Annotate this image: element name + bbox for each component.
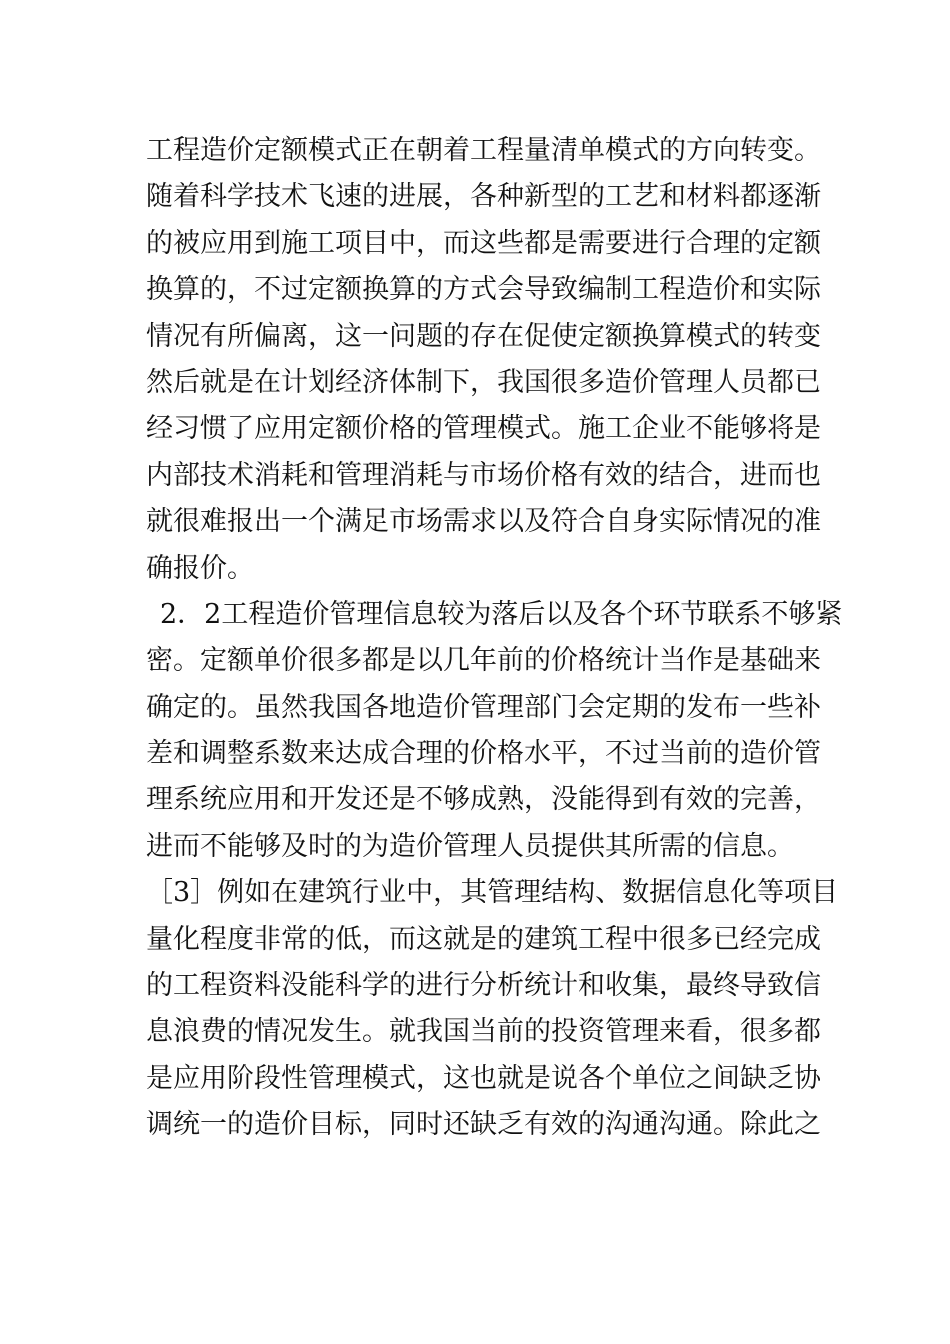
- section-heading-line: 2．2工程造价管理信息较为落后以及各个环节联系不够紧: [160, 598, 843, 630]
- text-line: 经习惯了应用定额价格的管理模式。施工企业不能够将是: [146, 413, 821, 445]
- text-line: 差和调整系数来达成合理的价格水平，不过当前的造价管: [146, 738, 821, 770]
- text-line: 工程造价定额模式正在朝着工程量清单模式的方向转变。: [146, 135, 821, 166]
- text-line: 确定的。虽然我国各地造价管理部门会定期的发布一些补: [146, 691, 821, 723]
- text-line: 密。定额单价很多都是以几年前的价格统计当作是基础来: [146, 645, 821, 677]
- text-line: 的工程资料没能科学的进行分析统计和收集，最终导致信: [146, 970, 821, 1002]
- text-line: 息浪费的情况发生。就我国当前的投资管理来看，很多都: [146, 1016, 821, 1048]
- text-line: 的被应用到施工项目中，而这些都是需要进行合理的定额: [146, 227, 821, 259]
- text-line: 是应用阶段性管理模式，这也就是说各个单位之间缺乏协: [146, 1062, 821, 1094]
- text-line: 理系统应用和开发还是不够成熟，没能得到有效的完善，: [146, 784, 821, 816]
- text-line: 确报价。: [146, 552, 254, 584]
- text-line: 进而不能够及时的为造价管理人员提供其所需的信息。: [146, 830, 794, 862]
- body-text: [146, 128, 843, 1149]
- text-line: 内部技术消耗和管理消耗与市场价格有效的结合，进而也: [146, 459, 821, 491]
- text-line: ［3］例如在建筑行业中，其管理结构、数据信息化等项目: [146, 877, 839, 909]
- text-line: 随着科学技术飞速的进展，各种新型的工艺和材料都逐渐: [146, 181, 821, 213]
- text-line: 然后就是在计划经济体制下，我国很多造价管理人员都已: [146, 366, 821, 398]
- text-line: 情况有所偏离，这一问题的存在促使定额换算模式的转变: [146, 320, 821, 352]
- text-line: 就很难报出一个满足市场需求以及符合自身实际情况的准: [146, 506, 821, 538]
- text-line: 量化程度非常的低，而这就是的建筑工程中很多已经完成: [146, 923, 821, 955]
- text-line: 换算的，不过定额换算的方式会导致编制工程造价和实际: [146, 274, 821, 306]
- text-line: 调统一的造价目标，同时还缺乏有效的沟通沟通。除此之: [146, 1109, 821, 1141]
